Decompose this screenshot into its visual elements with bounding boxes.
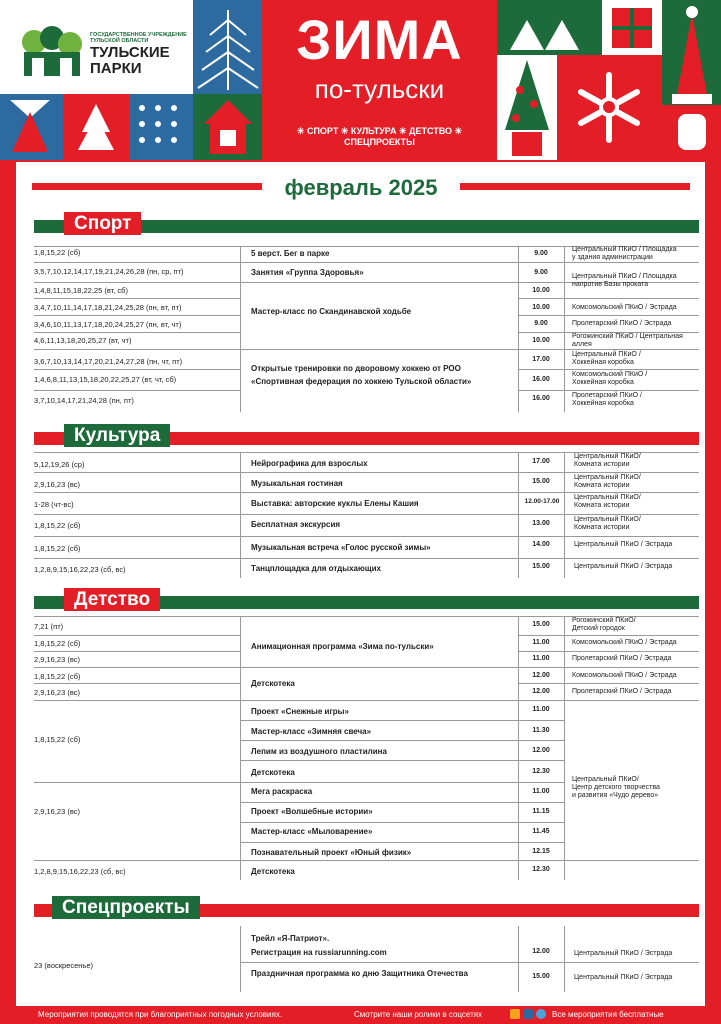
activity-cell: Детскотека (251, 867, 295, 876)
location-cell: Комсомольский ПКиО / (572, 371, 648, 378)
category-tags: ✳ СПОРТ ✳ КУЛЬТУРА ✳ ДЕТСТВО ✳ СПЕЦПРОЕКТЫ (296, 126, 463, 147)
month-row (32, 176, 690, 200)
date-cell: 3,6,7,10,13,14,17,20,21,24,27,28 (пн, чт, пт) (34, 357, 183, 366)
date-cell: 2,9,16,23 (вс) (34, 655, 81, 664)
month-title: февраль 2025 (284, 175, 438, 200)
time-cell: 10.00 (532, 337, 550, 344)
footer-note: Мероприятия проводятся при благоприятных погодных условиях. (38, 1010, 283, 1019)
location-cell: напротив Базы проката (572, 281, 649, 288)
activity-cell: 5 верст. Бег в парке (251, 249, 330, 258)
location-cell: Комсомольский ПКиО / Эстрада (572, 672, 677, 679)
location-cell: Центральный ПКиО / Эстрада (574, 974, 673, 981)
activity-cell: Мастер-класс по Скандинавской ходьбе (251, 307, 412, 316)
activity-cell: Занятия «Группа Здоровья» (251, 268, 364, 277)
time-cell: 11.45 (532, 828, 550, 835)
date-cell: 1,8,15,22 (сб) (34, 735, 81, 744)
org-name: ТУЛЬСКИЕ ПАРКИ (90, 44, 170, 77)
location-cell: Центральный ПКиО/ (572, 776, 639, 783)
ok-icon[interactable] (510, 1009, 520, 1019)
date-cell: 4,6,11,13,18,20,25,27 (вт, чт) (34, 336, 132, 345)
date-cell: 1,2,8,9,15,16,22,23 (сб, вс) (34, 867, 126, 876)
location-cell: Центральный ПКиО / Эстрада (574, 541, 673, 548)
date-cell: 1,8,15,22 (сб) (34, 521, 81, 530)
activity-cell: Бесплатная экскурсия (251, 520, 341, 529)
date-cell: 1,8,15,22 (сб) (34, 639, 81, 648)
location-cell: Центральный ПКиО / Эстрада (574, 563, 673, 570)
location-cell: и развития «Чудо дерево» (572, 792, 659, 799)
time-cell: 17.00 (532, 356, 550, 363)
location-cell: Центр детского творчества (572, 784, 660, 791)
section-title-special: Спецпроекты (52, 896, 200, 919)
time-cell: 9.00 (534, 269, 548, 276)
activity-cell: Проект «Снежные игры» (251, 707, 349, 716)
activity-cell: Познавательный проект «Юный физик» (251, 848, 412, 857)
time-cell: 9.00 (534, 320, 548, 327)
date-cell: 7,21 (пт) (34, 622, 64, 631)
tree-logo-icon (20, 26, 84, 78)
location-cell: Пролетарский ПКиО / Эстрада (572, 688, 672, 695)
time-cell: 15.00 (532, 563, 550, 570)
time-cell: 12.30 (532, 768, 550, 775)
activity-cell: Регистрация на russiarunning.com (251, 948, 387, 957)
time-cell: 16.00 (532, 395, 550, 402)
date-cell: 3,4,6,10,11,13,17,18,20,24,25,27 (пн, вт, чт) (34, 320, 182, 329)
location-cell: Комната истории (574, 502, 630, 509)
activity-cell: Нейрографика для взрослых (251, 459, 368, 468)
schedule-sheet (16, 162, 705, 1006)
date-cell: 1-28 (чт-вс) (34, 500, 74, 509)
location-cell: аллея (572, 341, 592, 348)
time-cell: 10.00 (532, 287, 550, 294)
time-cell: 16.00 (532, 376, 550, 383)
location-cell: Комната истории (574, 524, 630, 531)
date-cell: 2,9,16,23 (вс) (34, 688, 81, 697)
time-cell: 15.00 (532, 478, 550, 485)
location-cell: Комсомольский ПКиО / Эстрада (572, 304, 677, 311)
time-cell: 15.00 (532, 621, 550, 628)
time-cell: 10.00 (532, 304, 550, 311)
time-cell: 11.00 (532, 655, 550, 662)
date-cell: 1,2,8,9,15,16,22,23 (сб, вс) (34, 565, 126, 574)
time-cell: 12.15 (532, 848, 550, 855)
time-cell: 12.30 (532, 866, 550, 873)
time-cell: 12.00 (532, 948, 550, 955)
location-cell: Центральный ПКиО / Эстрада (574, 950, 673, 957)
activity-cell: Детскотека (251, 768, 295, 777)
date-cell: 3,5,7,10,12,14,17,19,21,24,26,28 (пн, ср, пт) (34, 267, 184, 276)
date-cell: 1,8,15,22 (сб) (34, 248, 81, 257)
activity-cell: Выставка: авторские куклы Елены Кашия (251, 499, 419, 508)
location-cell: Центральный ПКиО / (572, 351, 641, 358)
location-cell: Пролетарский ПКиО / Эстрада (572, 320, 672, 327)
date-cell: 3,7,10,14,17,21,24,28 (пн, пт) (34, 396, 134, 405)
location-cell: Центральный ПКиО/ (574, 516, 641, 523)
location-cell: Комната истории (574, 461, 630, 468)
time-cell: 11.15 (532, 808, 550, 815)
time-cell: 12.00 (532, 747, 550, 754)
date-cell: 1,8,15,22 (сб) (34, 672, 81, 681)
activity-cell: Мастер-класс «Мыловарение» (251, 827, 373, 836)
org-line: ГОСУДАРСТВЕННОЕ УЧРЕЖДЕНИЕ ТУЛЬСКОЙ ОБЛАСТИ (90, 32, 187, 44)
page-title: ЗИМА (296, 8, 463, 71)
activity-cell: Лепим из воздушного пластилина (251, 747, 387, 756)
time-cell: 13.00 (532, 520, 550, 527)
date-cell: 1,4,6,8,11,13,15,18,20,22,25,27 (вт, чт, сб) (34, 375, 177, 384)
header (0, 0, 721, 160)
activity-cell: Детскотека (251, 679, 295, 688)
location-cell: Центральный ПКиО/ (574, 474, 641, 481)
section-title-sport: Спорт (64, 212, 141, 235)
activity-cell: «Спортивная федерация по хоккею Тульской области» (251, 377, 472, 386)
activity-cell: Музыкальная встреча «Голос русской зимы» (251, 543, 431, 552)
time-cell: 11.00 (532, 788, 550, 795)
time-cell: 12.00 (532, 672, 550, 679)
section-line (259, 220, 699, 233)
time-cell: 11.30 (532, 727, 550, 734)
location-cell: Рогожинский ПКиО/ (572, 617, 636, 624)
telegram-icon[interactable] (536, 1009, 546, 1019)
footer (0, 1006, 721, 1024)
footer-social-text: Смотрите наши ролики в соцсетях (354, 1010, 483, 1019)
activity-cell: Анимационная программа «Зима по-тульски» (251, 642, 434, 651)
date-cell: 5,12,19,26 (ср) (34, 460, 85, 469)
section-line (242, 904, 699, 917)
date-cell: 23 (воскресенье) (34, 961, 94, 970)
time-cell: 17.00 (532, 458, 550, 465)
location-cell: Комсомольский ПКиО / Эстрада (572, 639, 677, 646)
time-cell: 12.00 (532, 688, 550, 695)
time-cell: 11.00 (532, 706, 550, 713)
location-cell: у здания администрации (572, 254, 653, 261)
location-cell: Пролетарский ПКиО / Эстрада (572, 655, 672, 662)
location-cell: Центральный ПКиО / Площадка (572, 246, 677, 253)
location-cell: Хоккейная коробка (572, 359, 634, 366)
activity-cell: Проект «Волшебные истории» (251, 807, 373, 816)
location-cell: Рогожинский ПКиО / Центральная (572, 333, 683, 340)
activity-cell: Мастер-класс «Зимняя свеча» (251, 727, 372, 736)
date-cell: 2,9,16,23 (вс) (34, 807, 81, 816)
activity-cell: Мега раскраска (251, 787, 313, 796)
location-cell: Детский городок (572, 625, 625, 632)
date-cell: 2,9,16,23 (вс) (34, 480, 81, 489)
time-cell: 15.00 (532, 973, 550, 980)
time-cell: 11.00 (532, 639, 550, 646)
date-cell: 3,4,7,10,11,14,17,18,21,24,25,28 (пн, вт, пт) (34, 303, 182, 312)
time-cell: 9.00 (534, 250, 548, 257)
activity-cell: Праздничная программа ко дню Защитника Отечества (251, 969, 468, 978)
logo (0, 0, 193, 94)
time-cell: 12.00-17.00 (524, 498, 560, 505)
location-cell: Пролетарский ПКиО / (572, 392, 643, 399)
page-subtitle: по-тульски (314, 74, 445, 104)
activity-cell: Трейл «Я-Патриот». (251, 934, 330, 943)
location-cell: Хоккейная коробка (572, 379, 634, 386)
time-cell: 14.00 (532, 541, 550, 548)
location-cell: Хоккейная коробка (572, 400, 634, 407)
activity-cell: Танцплощадка для отдыхающих (251, 564, 381, 573)
activity-cell: Музыкальная гостиная (251, 479, 343, 488)
location-cell: Центральный ПКиО / Площадка (572, 273, 677, 280)
title-block (262, 0, 497, 160)
date-cell: 1,4,8,11,15,18,22,25 (вт, сб) (34, 286, 128, 295)
location-cell: Центральный ПКиО/ (574, 453, 641, 460)
location-cell: Комната истории (574, 482, 630, 489)
location-cell: Центральный ПКиО/ (574, 494, 641, 501)
activity-cell: Открытые тренировки по дворовому хоккею от РОО (251, 364, 461, 373)
section-title-culture: Культура (64, 424, 170, 447)
vk-icon[interactable] (523, 1009, 533, 1019)
section-title-kids: Детство (64, 588, 160, 611)
footer-free-note: Все мероприятия бесплатные (552, 1010, 664, 1019)
date-cell: 1,8,15,22 (сб) (34, 544, 81, 553)
